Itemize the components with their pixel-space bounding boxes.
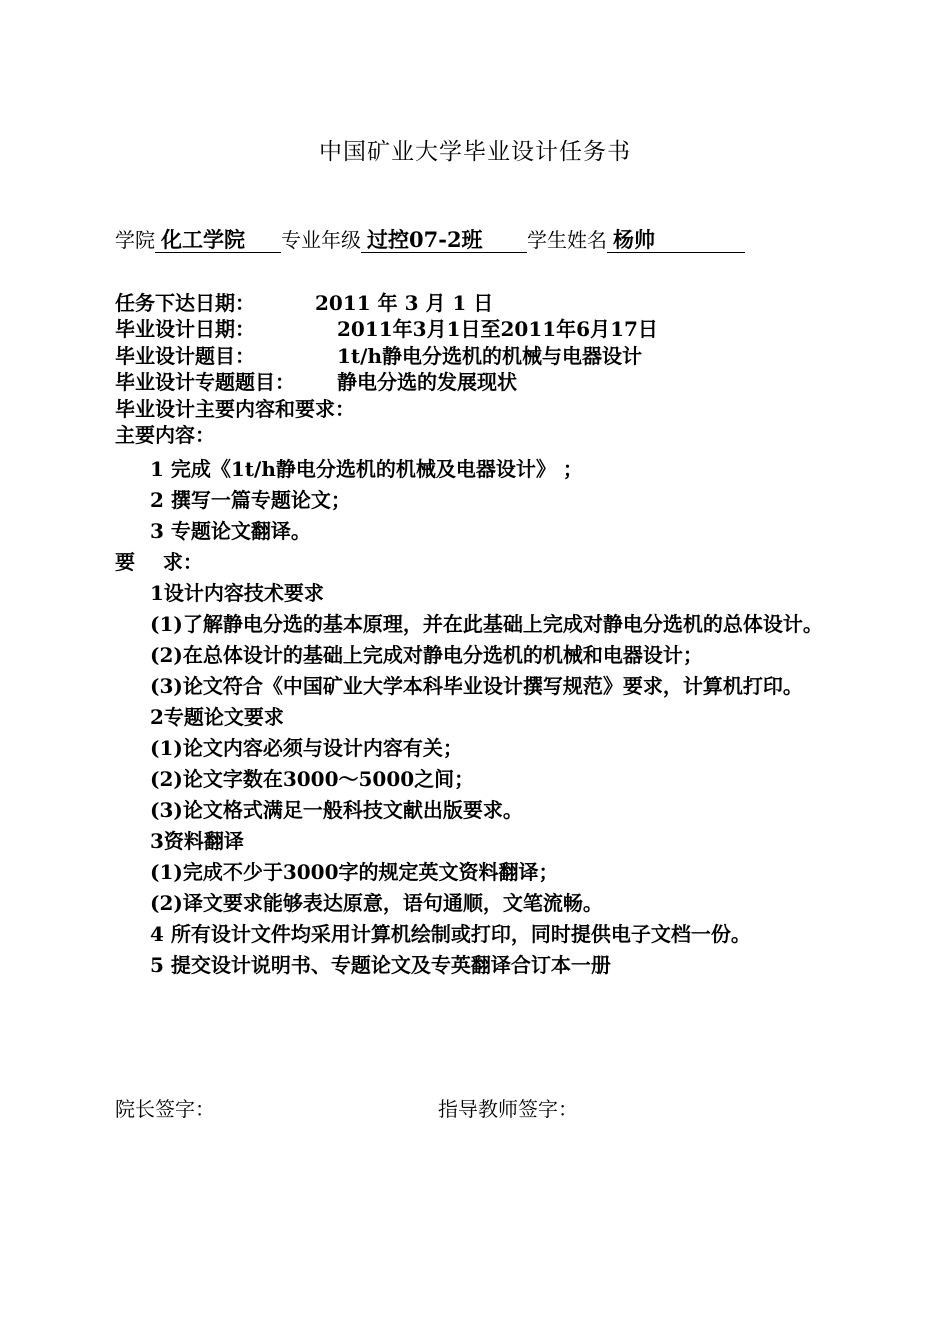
main-content-item: 1 完成《1t/h静电分选机的机械及电器设计》 ； (150, 457, 583, 481)
field-value: 2011年3月1日至2011年6月17日 (337, 317, 658, 342)
task-fields (115, 290, 865, 448)
requirement-item: (1)了解静电分选的基本原理，并在此基础上完成对静电分选机的总体设计。 (150, 612, 823, 636)
main-content-requirements-heading: 毕业设计主要内容和要求： (115, 396, 355, 421)
student-name-label: 学生姓名 (527, 228, 607, 252)
requirements-heading: 要 求： (115, 550, 203, 574)
requirement-item: (2)译文要求能够表达原意，语句通顺，文笔流畅。 (150, 891, 603, 915)
major-value: 过控07-2班 (361, 228, 527, 253)
field-label: 毕业设计日期： (115, 317, 255, 342)
main-content-item: 3 专题论文翻译。 (150, 519, 311, 543)
college-label: 学院 (115, 228, 155, 252)
requirement-item: (2)论文字数在3000～5000之间； (150, 767, 475, 791)
college-value: 化工学院 (155, 228, 281, 253)
requirement-section-heading: 1设计内容技术要求 (150, 581, 324, 605)
field-label: 毕业设计专题题目： (115, 370, 295, 395)
requirement-item-5: 5 提交设计说明书、专题论文及专英翻译合订本一册 (150, 953, 611, 977)
field-design-date (115, 316, 865, 342)
requirement-item: (3)论文格式满足一般科技文献出版要求。 (150, 798, 523, 822)
requirement-item: (3)论文符合《中国矿业大学本科毕业设计撰写规范》要求，计算机打印。 (150, 674, 803, 698)
requirement-item: (2)在总体设计的基础上完成对静电分选机的机械和电器设计； (150, 643, 703, 667)
advisor-signature-label: 指导教师签字： (438, 1097, 578, 1121)
field-design-title (115, 343, 865, 369)
requirement-section-heading: 2专题论文要求 (150, 705, 284, 729)
requirement-item-4: 4 所有设计文件均采用计算机绘制或打印，同时提供电子文档一份。 (150, 922, 751, 946)
main-content-item: 2 撰写一篇专题论文； (150, 488, 351, 512)
field-value: 2011 年 3 月 1 日 (315, 291, 494, 315)
field-label: 任务下达日期： (115, 291, 255, 315)
major-label: 专业年级 (281, 228, 361, 252)
student-info-row (115, 224, 835, 253)
field-label: 毕业设计题目： (115, 343, 255, 368)
field-value: 静电分选的发展现状 (337, 370, 517, 395)
field-special-topic (115, 369, 865, 395)
field-value: 1t/h静电分选机的机械与电器设计 (337, 343, 642, 368)
requirement-item: (1)完成不少于3000字的规定英文资料翻译； (150, 860, 559, 884)
dean-signature-label: 院长签字： (115, 1097, 215, 1121)
content-and-requirements (115, 454, 865, 981)
student-name-value: 杨帅 (607, 228, 745, 253)
requirement-section-heading: 3资料翻译 (150, 829, 244, 853)
requirement-item: (1)论文内容必须与设计内容有关； (150, 736, 463, 760)
main-content-heading: 主要内容： (115, 423, 215, 448)
document-title: 中国矿业大学毕业设计任务书 (319, 139, 631, 165)
field-assign-date (115, 290, 865, 316)
